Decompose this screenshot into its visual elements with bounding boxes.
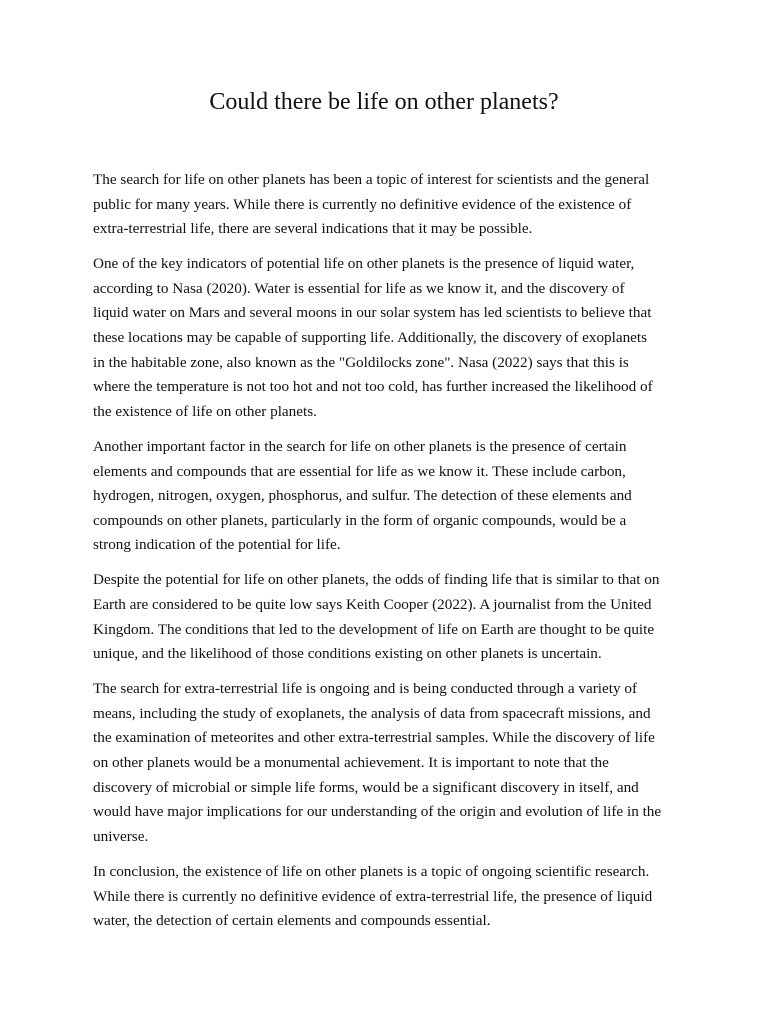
text-line: hydrogen, nitrogen, oxygen, phosphorus, and sulfur. The detection of these elements and <box>93 487 632 505</box>
text-line: Another important factor in the search for life on other planets is the presence of certain <box>93 437 627 455</box>
text-line: according to Nasa (2020). Water is essential for life as we know it, and the discovery of <box>93 279 625 297</box>
paragraph-intro <box>93 168 673 242</box>
document-title: Could there be life on other planets? <box>209 89 559 115</box>
paragraph-search-ongoing <box>93 677 673 849</box>
text-line: The search for life on other planets has been a topic of interest for scientists and the general <box>93 171 650 188</box>
text-line: In conclusion, the existence of life on other planets is a topic of ongoing scientific research. <box>93 862 650 880</box>
text-line: The search for extra-terrestrial life is ongoing and is being conducted through a variety of <box>93 680 638 698</box>
paragraph-odds <box>93 568 673 666</box>
text-line: on other planets would be a monumental achievement. It is important to note that the <box>93 754 609 772</box>
text-line: extra-terrestrial life, there are several indications that it may be possible. <box>93 220 533 238</box>
text-line: universe. <box>93 827 149 845</box>
text-line: Despite the potential for life on other planets, the odds of finding life that is similar to that on <box>93 571 660 589</box>
paragraph-liquid-water <box>93 252 673 424</box>
text-line: Kingdom. The conditions that led to the development of life on Earth are thought to be quite <box>93 620 655 638</box>
text-line: the existence of life on other planets. <box>93 402 317 420</box>
text-line: where the temperature is not too hot and not too cold, has further increased the likelihood of <box>93 378 653 396</box>
text-line: water, the detection of certain elements and compounds essential. <box>93 912 491 930</box>
text-line: While there is currently no definitive evidence of extra-terrestrial life, the presence of liquid <box>93 887 653 905</box>
text-line: liquid water on Mars and several moons in our solar system has led scientists to believe that <box>93 304 652 322</box>
text-line: would have major implications for our understanding of the origin and evolution of life in the <box>93 803 662 821</box>
paragraph-elements <box>93 435 673 558</box>
text-line: these locations may be capable of supporting life. Additionally, the discovery of exoplanets <box>93 329 648 347</box>
text-line: elements and compounds that are essential for life as we know it. These include carbon, <box>93 462 626 480</box>
text-line: public for many years. While there is currently no definitive evidence of the existence of <box>93 195 632 213</box>
paragraph-conclusion <box>93 860 673 934</box>
text-line: compounds on other planets, particularly in the form of organic compounds, would be a <box>93 511 627 529</box>
text-line: discovery of microbial or simple life forms, would be a significant discovery in itself, and <box>93 778 639 796</box>
text-line: strong indication of the potential for life. <box>93 536 341 554</box>
document-body <box>93 168 673 944</box>
text-line: One of the key indicators of potential life on other planets is the presence of liquid water, <box>93 255 635 273</box>
text-line: means, including the study of exoplanets, the analysis of data from spacecraft missions, and <box>93 704 651 722</box>
text-line: in the habitable zone, also known as the "Goldilocks zone". Nasa (2022) says that this is <box>93 353 629 371</box>
text-line: Earth are considered to be quite low says Keith Cooper (2022). A journalist from the United <box>93 596 652 613</box>
text-line: unique, and the likelihood of those conditions existing on other planets is uncertain. <box>93 645 602 663</box>
text-line: the examination of meteorites and other extra-terrestrial samples. While the discovery of life <box>93 729 655 747</box>
